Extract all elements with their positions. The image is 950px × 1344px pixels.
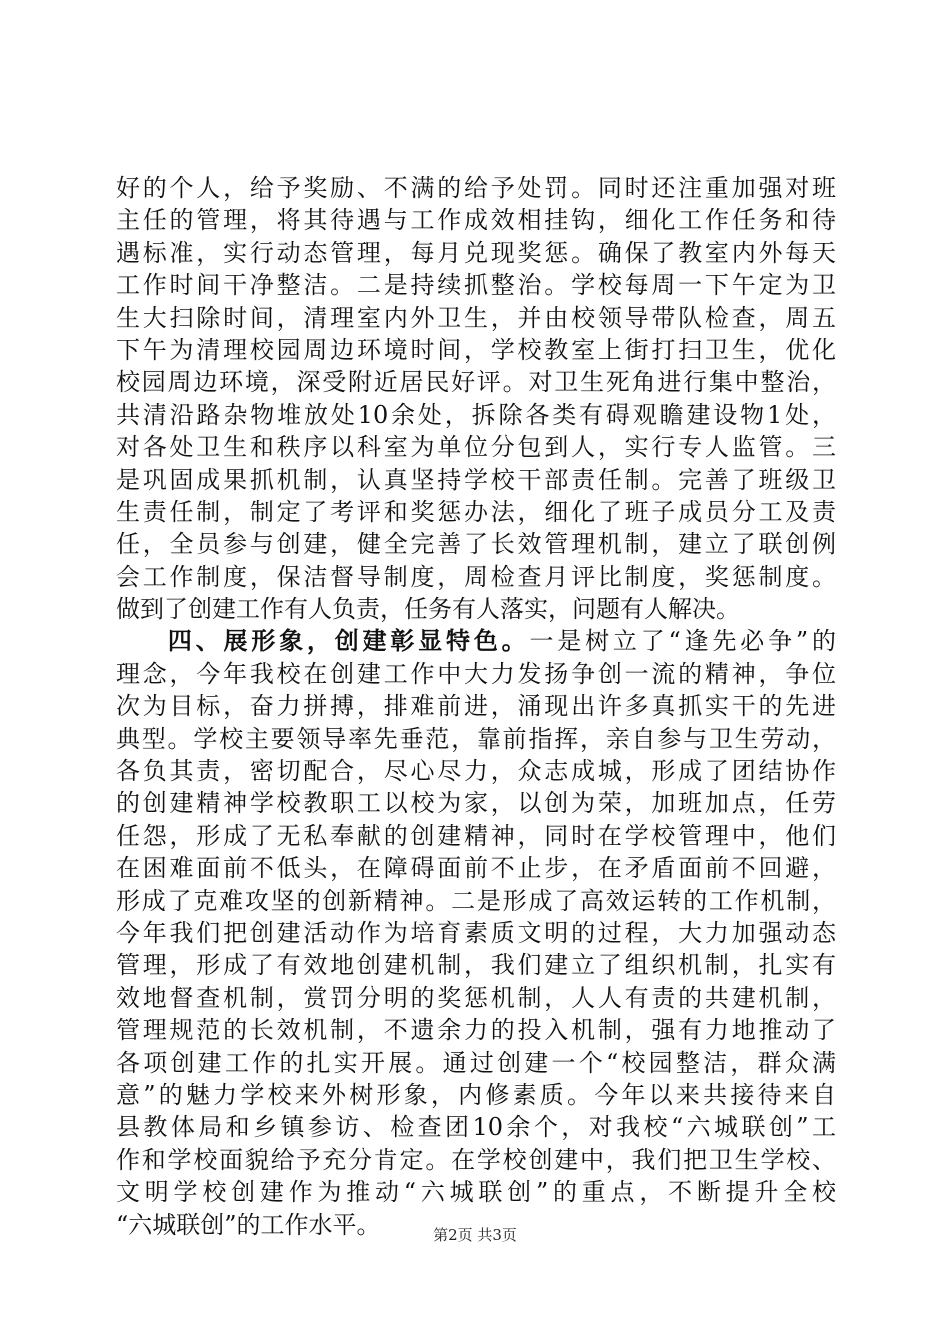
text-line: 的创建精神学校教职工以校为家，以创为荣，加班加点，任劳: [116, 789, 836, 818]
text-line: 共清沿路杂物堆放处10余处，拆除各类有碍观瞻建设物1处，: [116, 400, 836, 429]
text-line: 校园周边环境，深受附近居民好评。对卫生死角进行集中整治，: [116, 368, 836, 397]
text-line: 文明学校创建作为推动“六城联创”的重点，不断提升全校: [116, 1178, 836, 1207]
text-line: “六城联创”的工作水平。: [116, 1210, 381, 1239]
text-line: 在困难面前不低头，在障碍面前不止步，在矛盾面前不回避，: [116, 854, 836, 883]
text-line: 任怨，形成了无私奉献的创建精神，同时在学校管理中，他们: [116, 821, 836, 850]
text-line: 管理，形成了有效地创建机制，我们建立了组织机制，扎实有: [116, 951, 836, 980]
text-line: 主任的管理，将其待遇与工作成效相挂钩，细化工作任务和待: [116, 206, 836, 235]
text-line: 各负其责，密切配合，尽心尽力，众志成城，形成了团结协作: [116, 757, 836, 786]
text-line: 生责任制，制定了考评和奖惩办法，细化了班子成员分工及责: [116, 497, 836, 526]
text-line: 管理规范的长效机制，不遗余力的投入机制，强有力地推动了: [116, 1016, 836, 1045]
text-line: 会工作制度，保洁督导制度，周检查月评比制度，奖惩制度。: [116, 562, 836, 591]
text-line: 工作时间干净整洁。二是持续抓整治。学校每周一下午定为卫: [116, 271, 836, 300]
text-line: 次为目标，奋力拼搏，排难前进，涌现出许多真抓实干的先进: [116, 692, 836, 721]
text-line: 下午为清理校园周边环境时间，学校教室上街打扫卫生，优化: [116, 335, 836, 364]
text-line: 生大扫除时间，清理室内外卫生，并由校领导带队检查，周五: [116, 303, 836, 332]
text-line: 作和学校面貌给予充分肯定。在学校创建中，我们把卫生学校、: [116, 1145, 836, 1174]
text-line: 今年我们把创建活动作为培育素质文明的过程，大力加强动态: [116, 918, 836, 947]
text-line: 县教体局和乡镇参访、检查团10余个，对我校“六城联创”工: [116, 1113, 836, 1142]
text-line: 理念，今年我校在创建工作中大力发扬争创一流的精神，争位: [116, 659, 836, 688]
text-line: 做到了创建工作有人负责，任务有人落实，问题有人解决。: [116, 595, 740, 624]
section-heading: 四、展形象，创建彰显特色。: [164, 626, 530, 656]
text-line: 典型。学校主要领导率先垂范，靠前指挥，亲自参与卫生劳动，: [116, 724, 836, 753]
text-line: 意”的魅力学校来外树形象，内修素质。今年以来共接待来自: [116, 1080, 836, 1109]
text-line: 好的个人，给予奖励、不满的给予处罚。同时还注重加强对班: [116, 174, 836, 202]
text-line: 效地督查机制，赏罚分明的奖惩机制，人人有责的共建机制，: [116, 983, 836, 1012]
text-line: 遇标准，实行动态管理，每月兑现奖惩。确保了教室内外每天: [116, 238, 836, 267]
page-footer: 第2页 共3页: [433, 1226, 517, 1244]
text-line: 是巩固成果抓机制，认真坚持学校干部责任制。完善了班级卫: [116, 465, 836, 494]
text-line: 形成了克难攻坚的创新精神。二是形成了高效运转的工作机制，: [116, 886, 836, 915]
text-line: 任，全员参与创建，健全完善了长效管理机制，建立了联创例: [116, 530, 836, 559]
section-heading-line: [116, 625, 836, 657]
text-line: 对各处卫生和秩序以科室为单位分包到人，实行专人监管。三: [116, 433, 836, 462]
text-run: 一是树立了“逢先必争”的: [529, 627, 836, 656]
document-body: [116, 172, 836, 1241]
text-line: 各项创建工作的扎实开展。通过创建一个“校园整洁，群众满: [116, 1048, 836, 1077]
